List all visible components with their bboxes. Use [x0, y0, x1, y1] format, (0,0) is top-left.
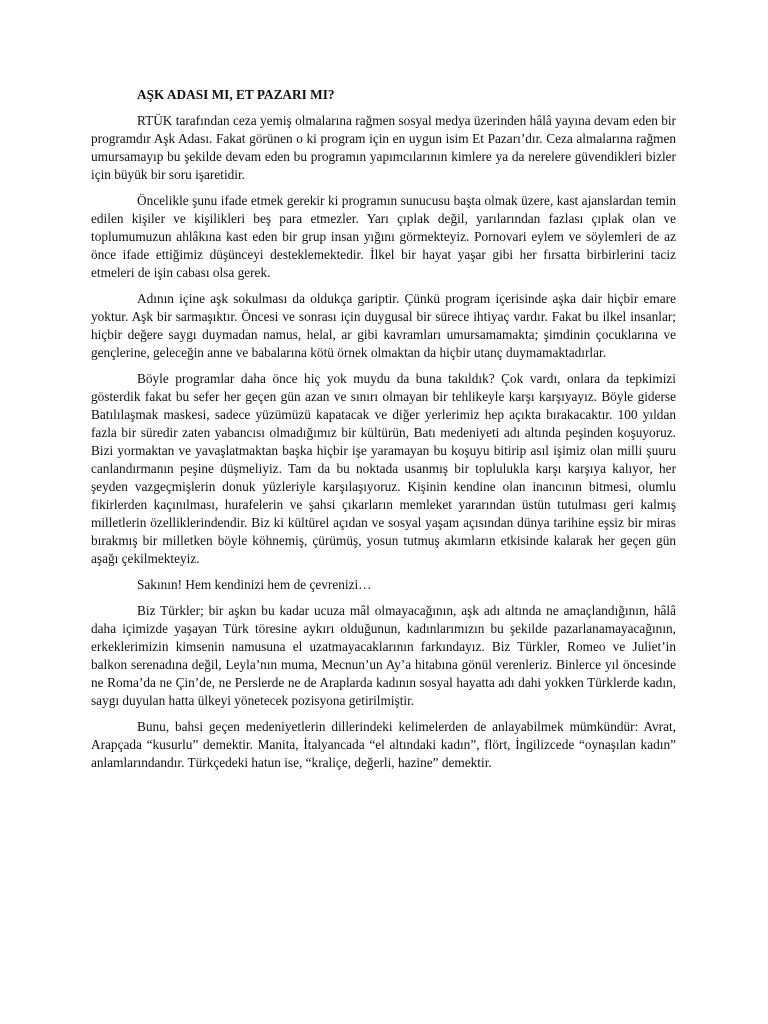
document-page — [91, 86, 676, 780]
paragraph-3: Adının içine aşk sokulması da oldukça gariptir. Çünkü program içerisinde aşka dair hiçbir emare yoktur. Aşk bir sarmaşıktır. Öncesi ve sonrası için duygusal bir sürece ihtiyaç vardır. Fakat bu ilkel insanlar; hiçbir değere saygı duymadan namus, helal, ar gibi kavramları umursamamakta; şimdinin çocuklarına ve gençlerine, geleceğin anne ve babalarına kötü örnek olmaktan da hiçbir utanç duymamaktadırlar. — [91, 291, 676, 360]
paragraph-7: Bunu, bahsi geçen medeniyetlerin dillerindeki kelimelerden de anlayabilmek mümkündür: Avrat, Arapçada “kusurlu” demektir. Manita, İtalyancada “el altındaki kadın”, flört, İngilizcede “oynaşılan kadın” anlamlarındandır. Türkçedeki hatun ise, “kraliçe, değerli, hazine” demektir. — [91, 719, 676, 770]
document-title: AŞK ADASI MI, ET PAZARI MI? — [137, 87, 335, 102]
paragraph-2: Öncelikle şunu ifade etmek gerekir ki programın sunucusu başta olmak üzere, kast ajanslardan temin edilen kişiler ve kişilikleri beş para etmezler. Yarı çıplak değil, yarılarından fazlası çıplak olan ve toplumumuzun ahlâkına kast eden bir grup insan yığını görmekteyiz. Pornovari eylem ve söylemleri de az önce ifade ettiğimiz düşünceyi desteklemektedir. İlkel bir hayat yaşar gibi her fırsatta birbirlerini taciz etmeleri de işin cabası olsa gerek. — [91, 193, 676, 280]
paragraph-6: Biz Türkler; bir aşkın bu kadar ucuza mâl olmayacağının, aşk adı altında ne amaçlandığının, hâlâ daha içimizde yaşayan Türk töresine aykırı olduğunun, kadınlarımızın bu şekilde pazarlanamayacağının, erkeklerimizin kimsenin namusuna el uzatmayacaklarının farkındayız. Biz Türkler, Romeo ve Juliet’in balkon serenadına değil, Leyla’nın muma, Mecnun’un Ay’a hitabına gönül verenleriz. Binlerce yıl öncesinde ne Roma’da ne Çin’de, ne Perslerde ne de Araplarda kadının sosyal hayatta adı dahi yokken Türklerde kadın, saygı duyulan hatta ülkeyi yönetecek pozisyona getirilmiştir. — [91, 603, 676, 708]
paragraph-5: Sakının! Hem kendinizi hem de çevrenizi… — [137, 577, 372, 592]
paragraph-4: Böyle programlar daha önce hiç yok muydu da buna takıldık? Çok vardı, onlara da tepkimizi gösterdik fakat bu sefer her geçen gün azan ve sınırı olmayan bir tehlikeyle karşı karşıyayız. Böyle giderse Batılılaşmak maskesi, sadece yüzümüzü kapatacak ve diğer yerlerimiz hep açıkta bırakacaktır. 100 yıldan fazla bir süredir zaten yabancısı olmadığımız bir kültürün, Batı medeniyeti adı altında peşinden koşuyoruz. Bizi yormaktan ve yavaşlatmaktan başka hiçbir işe yaramayan bu koşuyu bitirip asıl işimiz olan milli şuuru canlandırmanın peşine düşmeliyiz. Tam da bu noktada usanmış bir toplulukla karşı karşıya kalıyor, her şeyden vazgeçmişlerin donuk yüzleriyle karşılaşıyoruz. Kişinin kendine olan inancının bitmesi, olumlu fikirlerden kaçınılması, hurafelerin ve şahsi çıkarların memleket yararından üstün tutulması geri kalmış milletlerin özelliklerindendir. Biz ki kültürel açıdan ve sosyal yaşam açısından dünya tarihine eşsiz bir miras bırakmış bir milletken böyle köhnemiş, çürümüş, yosun tutmuş akımların etkisinde kalarak her geçen gün aşağı çekilmekteyiz. — [91, 371, 676, 566]
paragraph-1: RTÜK tarafından ceza yemiş olmalarına rağmen sosyal medya üzerinden hâlâ yayına devam eden bir programdır Aşk Adası. Fakat görünen o ki program için en uygun isim Et Pazarı’dır. Ceza almalarına rağmen umursamayıp bu şekilde devam eden bu programın yapımcılarının kimlere ya da nerelere güvendikleri bizler için büyük bir soru işaretidir. — [91, 113, 676, 182]
